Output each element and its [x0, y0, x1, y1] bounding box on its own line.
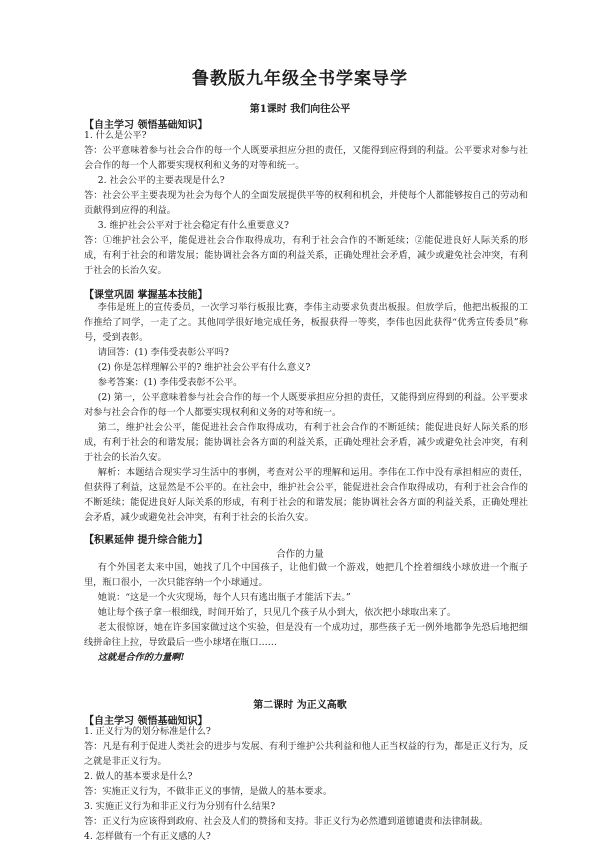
lesson2-q1: 1. 正义行为的划分标准是什么? [84, 726, 211, 737]
lesson1-q1: 1. 什么是公平? [84, 130, 147, 141]
lesson2-q4: 4. 怎样做有一个有正义感的人? [84, 831, 211, 842]
lesson2-a3: 答：正义行为应该得到政府、社会及人们的赞扬和支持。非正义行为必然遭到道德谴责和法律制裁。 [84, 816, 489, 827]
story-title: 合作的力量 [276, 549, 324, 560]
lesson1-answer2: (2) 第一，公平意味着参与社会合作的每一个人既要承担应分担的责任，又能得到应得到的利益。公平要求对参与社会合作的每一个人都要实现权利和义务的对等和统一。 [84, 392, 528, 418]
lesson1-q2: 2. 社会公平的主要表现是什么? [97, 175, 225, 186]
lesson1-ask2: (2) 你是怎样理解公平的? 维护社会公平有什么意义? [97, 362, 311, 373]
document-title: 鲁教版九年级全书学案导学 [192, 69, 408, 89]
lesson1-ref-answer: 参考答案：(1) 李伟受表彰不公平。 [97, 377, 243, 388]
lesson2-q3: 3. 实施正义行为和非正义行为分别有什么结果? [84, 801, 276, 812]
story-paragraph-4: 老太很惊讶，她在许多国家做过这个实验，但是没有一个成功过，那些孩子无一例外地都争先恐后地把细线拼命往上拉，导致最后一些小球堵在瓶口…… [84, 622, 528, 648]
lesson1-a1: 答：公平意味着参与社会合作的每一个人既要承担应分担的责任，又能得到应得到的利益。公平要求对参与社会合作的每一个人都要实现权利和义务的对等和统一。 [84, 145, 528, 171]
lesson1-section3-label: 【积累延伸 提升综合能力】 [84, 535, 208, 546]
lesson2-heading: 第二课时 为正义高歌 [253, 700, 347, 711]
lesson2-section1-label: 【自主学习 领悟基础知识】 [84, 716, 208, 727]
lesson2-q2: 2. 做人的基本要求是什么? [84, 771, 193, 782]
lesson1-story: 李伟是班上的宣传委员，一次学习举行板报比赛，李伟主动要求负责出板报。但放学后，他把出板报的工作推给了同学，一走了之。其他同学很好地完成任务，板报获得一等奖，李伟也因此获得“优秀宣传委员”称号，受到表彰。 [84, 302, 528, 343]
lesson1-q3: 3. 维护社会公平对于社会稳定有什么重要意义? [97, 220, 289, 231]
story-paragraph-1: 有个外国老太来中国，她找了几个中国孩子，让他们做一个游戏，她把几个拴着细线小球放进一个瓶子里，瓶口很小，一次只能容纳一个小球通过。 [84, 562, 528, 588]
lesson2-a2: 答：实施正义行为，不做非正义的事情，是做人的基本要求。 [84, 786, 333, 797]
lesson1-section1-label: 【自主学习 领悟基础知识】 [84, 120, 208, 131]
lesson1-analysis: 解析：本题结合现实学习生活中的事例，考查对公平的理解和运用。李伟在工作中没有承担相应的责任，但获得了利益，这显然是不公平的。在社会中，维护社会公平，能促进社会合作取得成功，有利于社会合作的不断延续；能促进良好人际关系的形成，有利于社会的和谐发展；能协调社会各方面的利益关系，正确处理社会矛盾，减少或避免社会冲突，有利于社会的长治久安。 [84, 467, 528, 523]
lesson1-heading: 第1课时 我们向往公平 [249, 104, 351, 115]
lesson1-ask1: 请回答：(1) 李伟受表彰公平吗? [97, 347, 229, 358]
lesson1-a2: 答：社会公平主要表现为社会为每个人的全面发展提供平等的权利和机会，并使每个人都能够按自己的劳动和贡献得到应得的利益。 [84, 190, 528, 216]
story-paragraph-3: 她让每个孩子拿一根细线，时间开始了，只见几个孩子从小到大，依次把小球取出来了。 [97, 607, 457, 618]
story-paragraph-2: 她说：“这是一个火灾现场，每个人只有逃出瓶子才能活下去。” [97, 592, 351, 603]
lesson2-a1: 答：凡是有利于促进人类社会的进步与发展、有利于维护公共利益和他人正当权益的行为，都是正义行为，反之就是非正义行为。 [84, 741, 528, 767]
lesson1-section2-label: 【课堂巩固 掌握基本技能】 [84, 290, 208, 301]
lesson1-a3: 答：①维护社会公平，能促进社会合作取得成功，有利于社会合作的不断延续；②能促进良好人际关系的形成，有利于社会的和谐发展；能协调社会各方面的利益关系，正确处理社会矛盾，减少或避免社会冲突，有利于社会的长治久安。 [84, 235, 528, 276]
story-conclusion: 这就是合作的力量啊! [97, 652, 185, 663]
lesson1-answer3: 第二，维护社会公平，能促进社会合作取得成功，有利于社会合作的不断延续；能促进良好人际关系的形成，有利于社会的和谐发展；能协调社会各方面的利益关系，正确处理社会矛盾，减少或避免社会冲突，有利于社会的长治久安。 [84, 422, 528, 463]
